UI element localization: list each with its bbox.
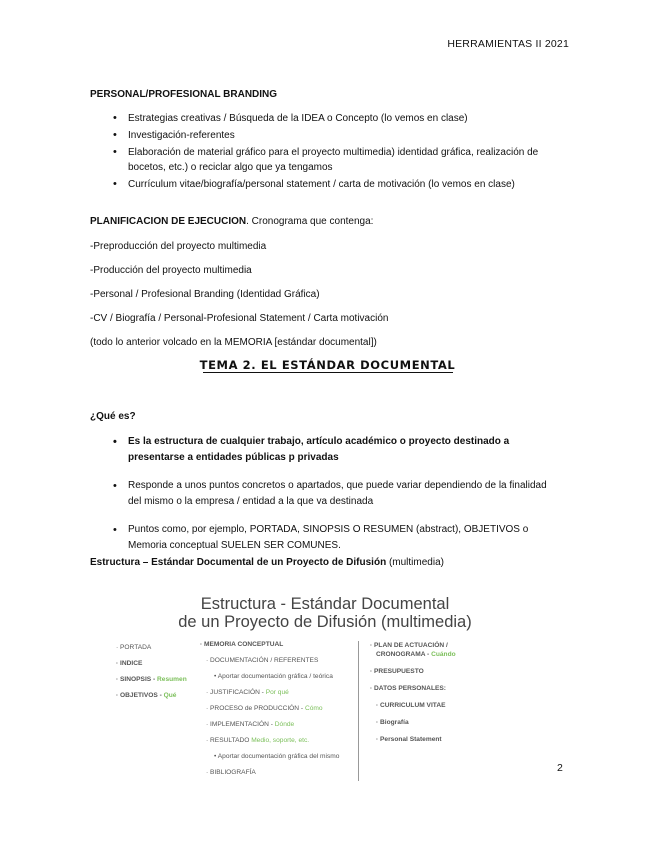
page-header: HERRAMIENTAS II 2021 bbox=[447, 38, 569, 50]
diagram-item: · SINOPSIS - Resumen bbox=[116, 676, 187, 683]
tema-list bbox=[90, 434, 560, 554]
question-heading: ¿Qué es? bbox=[90, 411, 136, 422]
diagram-column-2 bbox=[200, 585, 360, 785]
diagram-item: · BIBLIOGRAFÍA bbox=[206, 769, 256, 776]
planificacion-heading-rest: . Cronograma que contenga: bbox=[246, 216, 374, 227]
diagram-column-3 bbox=[370, 585, 510, 785]
plan-line: -Preproducción del proyecto multimedia bbox=[90, 241, 267, 252]
diagram-title-line2: de un Proyecto de Difusión (multimedia) bbox=[178, 613, 472, 631]
list-item: • Elaboración de material gráfico para el proyecto multimedia) identidad gráfica, realización de bocetos, etc.) o reciclar algo que ya tengamos bbox=[90, 145, 570, 175]
plan-line: (todo lo anterior volcado en la MEMORIA [estándar documental]) bbox=[90, 337, 377, 348]
section-title: TEMA 2. EL ESTÁNDAR DOCUMENTAL bbox=[199, 358, 456, 372]
diagram-item: · Biografía bbox=[376, 719, 409, 726]
list-item: • Puntos como, por ejemplo, PORTADA, SINOPSIS O RESUMEN (abstract), OBJETIVOS o Memoria conceptual SUELEN SER COMUNES. bbox=[90, 522, 560, 554]
diagram-item: • Aportar documentación gráfica / teórica bbox=[214, 673, 333, 680]
list-item: • Investigación-referentes bbox=[90, 128, 570, 143]
diagram-item: · DOCUMENTACIÓN / REFERENTES bbox=[206, 657, 319, 664]
diagram-item: · INDICE bbox=[116, 660, 143, 667]
planificacion-heading-bold: PLANIFICACION DE EJECUCION bbox=[90, 216, 247, 227]
diagram-item: · OBJETIVOS - Qué bbox=[116, 692, 177, 699]
diagram-title-line1: Estructura - Estándar Documental bbox=[200, 595, 450, 613]
list-item: • Estrategias creativas / Búsqueda de la IDEA o Concepto (lo vemos en clase) bbox=[90, 111, 570, 126]
estructura-heading-rest: (multimedia) bbox=[386, 557, 444, 568]
diagram-item: • Aportar documentación gráfica del mismo bbox=[214, 753, 340, 760]
list-item: • Responde a unos puntos concretos o apartados, que puede variar dependiendo de la finalidad del mismo o la empresa / entidad a la que va destinada bbox=[90, 478, 560, 510]
estructura-heading bbox=[90, 556, 444, 570]
diagram-item: · RESULTADO Medio, soporte, etc. bbox=[206, 737, 310, 744]
planificacion-heading bbox=[90, 215, 373, 229]
branding-list bbox=[90, 111, 570, 192]
estructura-heading-bold: Estructura – Estándar Documental de un Proyecto de Difusión bbox=[90, 557, 387, 568]
diagram-item: · MEMORIA CONCEPTUAL bbox=[200, 641, 284, 648]
diagram-item: · PLAN DE ACTUACIÓN / bbox=[370, 642, 448, 649]
diagram-item: · IMPLEMENTACIÓN - Dónde bbox=[206, 721, 295, 728]
structure-diagram bbox=[90, 585, 560, 785]
diagram-item: · JUSTIFICACIÓN - Por qué bbox=[206, 689, 289, 696]
page-number: 2 bbox=[557, 762, 563, 774]
plan-line: -Personal / Profesional Branding (Identidad Gráfica) bbox=[90, 289, 320, 300]
title-underline bbox=[203, 372, 453, 373]
list-item: • Es la estructura de cualquier trabajo, artículo académico o proyecto destinado a presentarse a entidades públicas p privadas bbox=[90, 434, 560, 466]
diagram-item: · PORTADA bbox=[116, 644, 152, 651]
diagram-item: · DATOS PERSONALES: bbox=[370, 685, 446, 692]
diagram-item: CRONOGRAMA - Cuándo bbox=[376, 651, 456, 658]
diagram-item: · Personal Statement bbox=[376, 736, 442, 743]
diagram-item: · PRESUPUESTO bbox=[370, 668, 424, 675]
plan-line: -Producción del proyecto multimedia bbox=[90, 265, 252, 276]
plan-line: -CV / Biografía / Personal-Profesional Statement / Carta motivación bbox=[90, 313, 389, 324]
branding-heading: PERSONAL/PROFESIONAL BRANDING bbox=[90, 89, 278, 100]
list-item: • Currículum vitae/biografía/personal statement / carta de motivación (lo vemos en clase) bbox=[90, 177, 570, 192]
diagram-item: · CURRICULUM VITAE bbox=[376, 702, 446, 709]
diagram-item: · PROCESO de PRODUCCIÓN - Cómo bbox=[206, 705, 323, 712]
column-divider bbox=[358, 641, 359, 781]
